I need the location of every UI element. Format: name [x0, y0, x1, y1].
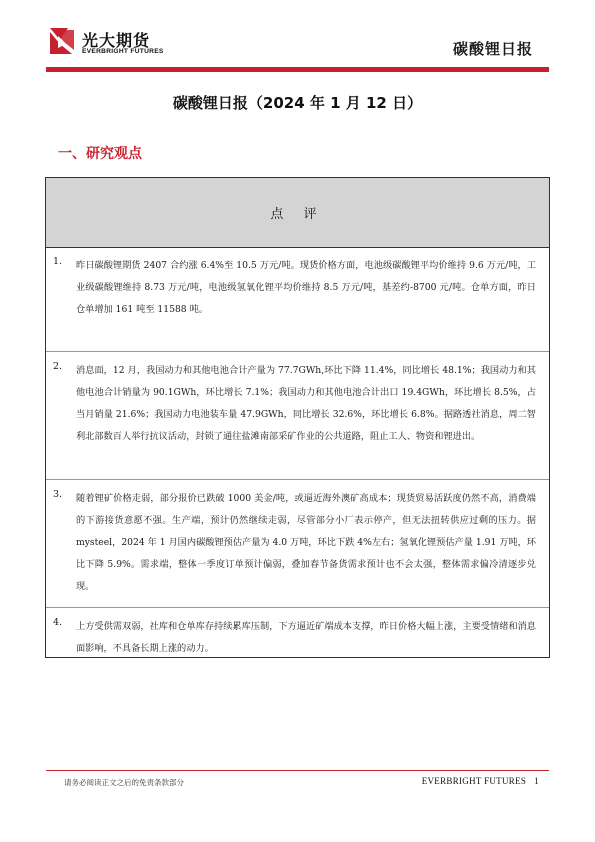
- item-number: 2.: [53, 361, 63, 372]
- comment-item: [46, 608, 549, 657]
- comment-item: [46, 247, 549, 352]
- header-divider: [46, 67, 549, 72]
- company-logo: [48, 26, 178, 60]
- comment-box-header: [46, 178, 549, 248]
- item-text: 昨日碳酸锂期货 2407 合约涨 6.4%至 10.5 万元/吨。现货价格方面，电池级碳酸锂平均价维持 9.6 万元/吨，工业级碳酸锂维持 8.73 万元/吨，电池级氢氧化锂平均价维持 8.5 万元/吨，基差约-8700 元/吨。仓单方面，昨日仓单增加 161 吨至 11588 吨。: [76, 260, 536, 315]
- comment-box-title: 点 评: [270, 207, 325, 222]
- item-number: 3.: [53, 489, 63, 500]
- comment-box: [45, 177, 550, 658]
- item-text: 消息面，12 月，我国动力和其他电池合计产量为 77.7GWh,环比下降 11.4%，同比增长 48.1%；我国动力和其他电池合计销量为 90.1GWh，环比增长 7.1%；我国动力和其他电池合计出口 19.4GWh，环比增长 8.5%，占当月销量 21.6%；我国动力电池装车量 47.9GWh，同比增长 32.6%，环比增长 6.8%。据路透社消息，周二智利北部数百人举行抗议活动，封锁了通往盐滩南部采矿作业的公共道路，阻止工人、物资和锂进出。: [76, 365, 536, 442]
- logo-chinese-name: 光大期货: [82, 31, 151, 50]
- footer-divider: [46, 770, 549, 771]
- everbright-logo-icon: [48, 26, 76, 56]
- item-number: 4.: [53, 617, 63, 628]
- item-number: 1.: [53, 256, 63, 267]
- logo-english-name: EVERBRIGHT FUTURES: [82, 48, 164, 55]
- footer-company-name: EVERBRIGHT FUTURES: [421, 776, 527, 786]
- page-title: 碳酸锂日报（2024 年 1 月 12 日）: [172, 94, 423, 112]
- item-text: 上方受供需双弱，社库和仓单库存持续累库压制，下方逼近矿端成本支撑，昨日价格大幅上涨，主要受情绪和消息面影响，不具备长期上涨的动力。: [76, 621, 536, 654]
- section-heading: 一、研究观点: [58, 146, 142, 162]
- comment-item: [46, 480, 549, 608]
- comment-item: [46, 352, 549, 480]
- page-number: 1: [534, 776, 539, 786]
- report-name: 碳酸锂日报: [452, 40, 533, 58]
- item-text: 随着锂矿价格走弱，部分报价已跌破 1000 美金/吨，或逼近海外澳矿高成本；现货贸易活跃度仍然不高，消费端的下游接货意愿不强。生产端，预计仍然继续走弱，尽管部分小厂表示停产，但无法扭转供应过剩的压力。据 mysteel，2024 年 1 月国内碳酸锂预估产量为 4.0 万吨，环比下跌 4%左右；氢氧化锂预估产量 1.91 万吨，环比下降 5.9%。需求端，整体一季度订单预计偏弱，叠加春节备货需求预计也不会太强，整体需求偏冷清逐步兑现。: [76, 493, 536, 592]
- footer-company: [422, 776, 539, 786]
- footer-disclaimer: 请务必阅读正文之后的免责条款部分: [64, 778, 184, 787]
